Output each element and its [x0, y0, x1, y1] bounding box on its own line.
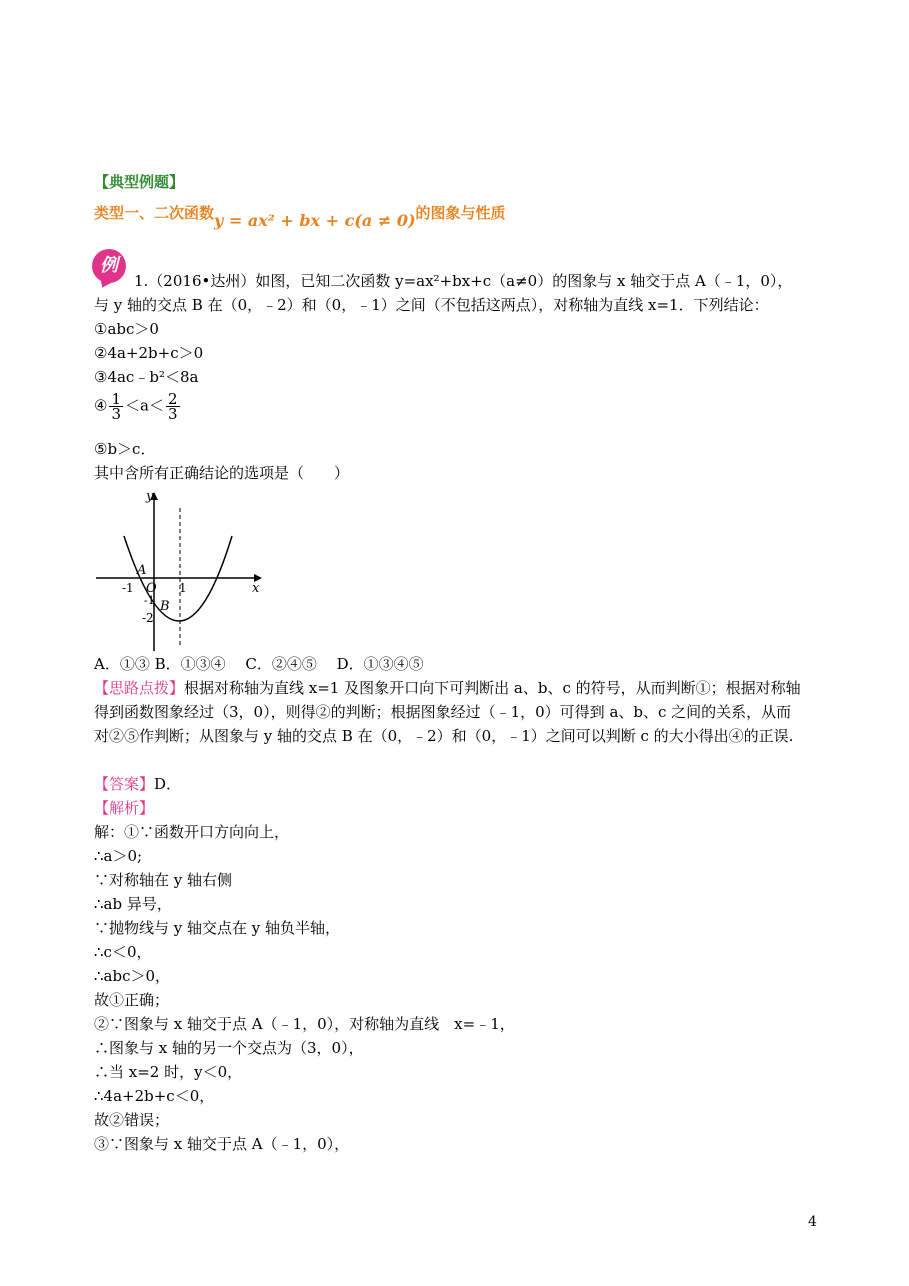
question: 其中含所有正确结论的选项是（ ） [94, 464, 350, 482]
hint-line-3: 对②⑤作判断；从图象与 y 轴的交点 B 在（0，﹣2）和（0，﹣1）之间可以判断 c 的大小得出④的正误. [94, 727, 794, 745]
page-number: 4 [808, 1214, 817, 1230]
label-1-x: 1 [179, 581, 187, 595]
option-5: ⑤b＞c． [94, 440, 156, 458]
analysis-line: 故①正确； [94, 991, 170, 1009]
answer-value: D． [154, 775, 182, 793]
type-formula: y = ax² + bx + c(a ≠ 0) [214, 211, 416, 230]
analysis-line: ③∵图象与 x 轴交于点 A（﹣1，0）， [94, 1135, 350, 1153]
label-neg1-y: -1 [144, 594, 155, 607]
label-neg2-y: -2 [142, 611, 154, 625]
hint-line-2: 得到函数图象经过（3，0），则得②的判断；根据图象经过（﹣1，0）可得到 a、b、c 之间的关系，从而 [94, 703, 792, 721]
option-3: ③4ac﹣b²＜8a [94, 368, 199, 386]
option-2: ②4a+2b+c＞0 [94, 344, 204, 362]
label-O: O [146, 581, 157, 596]
option-1: ①abc＞0 [94, 320, 159, 338]
analysis-line: ∴ab 异号， [94, 895, 172, 913]
hint-line-1 [94, 677, 801, 699]
frac1-num: 1 [111, 390, 121, 408]
analysis-line: ②∵图象与 x 轴交于点 A（﹣1，0），对称轴为直线 x=﹣1， [94, 1015, 515, 1033]
frac1-den: 3 [111, 405, 121, 423]
type-suffix: 的图象与性质 [415, 204, 506, 222]
analysis-line: ∴abc＞0， [94, 967, 171, 985]
option-4 [94, 392, 182, 421]
type-prefix: 类型一、二次函数 [94, 204, 215, 222]
label-B: B [160, 599, 170, 614]
analysis-line: ∴4a+2b+c＜0， [94, 1087, 215, 1105]
parabola-graph [94, 486, 274, 654]
analysis-line: ∴当 x=2 时，y＜0， [94, 1063, 243, 1081]
analysis-tag: 【解析】 [94, 799, 155, 817]
problem-line-1-text: 1.（2016•达州）如图，已知二次函数 y=ax²+bx+c（a≠0）的图象与 x 轴交于点 A（﹣1，0）， [134, 272, 793, 290]
label-y: y [146, 489, 154, 504]
analysis-line: ∴c＜0， [94, 943, 152, 961]
problem-line-2: 与 y 轴的交点 B 在（0，﹣2）和（0，﹣1）之间（不包括这两点），对称轴为直线 x=1．下列结论： [94, 296, 769, 314]
section-title: 【典型例题】 [94, 173, 185, 191]
label-x: x [252, 581, 260, 596]
hint-line-1-text: 根据对称轴为直线 x=1 及图象开口向下可判断出 a、b、c 的符号，从而判断①；根据对称轴 [184, 679, 801, 697]
hint-tag: 【思路点拨】 [94, 679, 185, 697]
example-badge-icon: 例 [92, 249, 126, 283]
fraction-two-thirds [166, 392, 180, 421]
answer-tag: 【答案】 [94, 775, 155, 793]
analysis-line: ∴a＞0; [94, 847, 143, 865]
type-heading [94, 202, 506, 230]
analysis-line: 解：①∵函数开口方向向上， [94, 823, 290, 841]
analysis-line: ∵抛物线与 y 轴交点在 y 轴负半轴， [94, 919, 341, 937]
frac2-num: 2 [167, 390, 178, 408]
label-neg1-x: -1 [122, 581, 134, 595]
analysis-line: 故②错误； [94, 1111, 170, 1129]
analysis-line: ∴图象与 x 轴的另一个交点为（3，0）， [94, 1039, 364, 1057]
option-4-prefix: ④ [94, 396, 108, 415]
option-4-mid: ＜a＜ [125, 396, 164, 415]
answer-line [94, 773, 181, 795]
frac2-den: 3 [167, 405, 178, 423]
problem-line-1 [134, 270, 792, 292]
fraction-one-third [109, 392, 123, 421]
choices: A．①③ B．①③④ C．②④⑤ D．①③④⑤ [94, 655, 424, 673]
analysis-line: ∵对称轴在 y 轴右侧 [94, 871, 233, 889]
label-A: A [137, 563, 147, 578]
